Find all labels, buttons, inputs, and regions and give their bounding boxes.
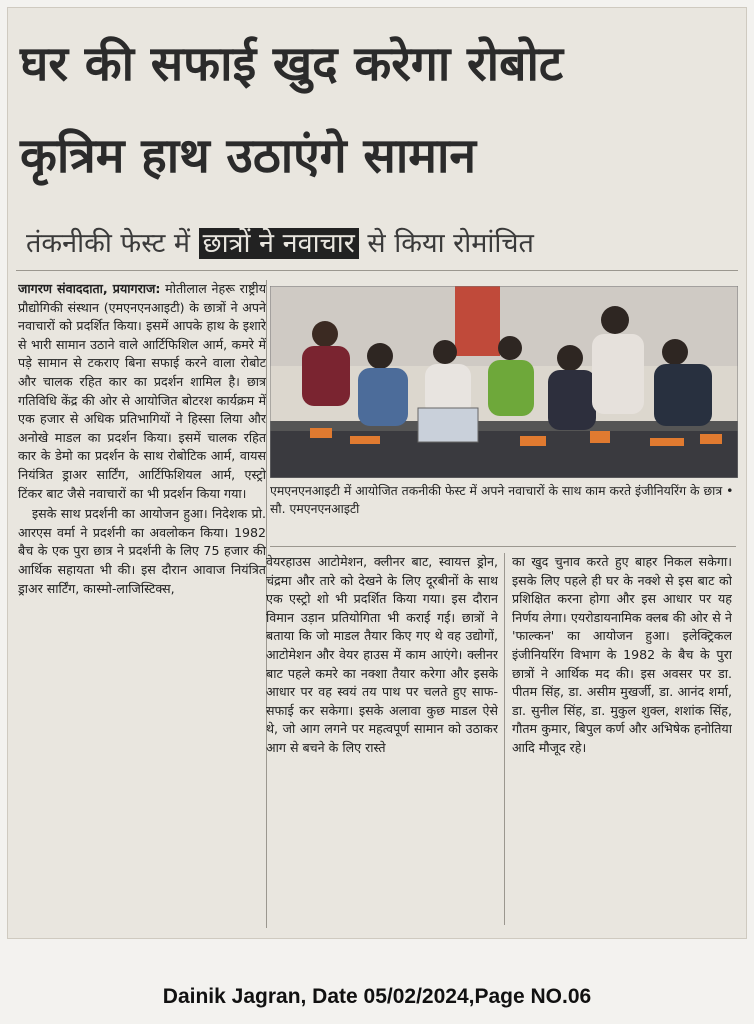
photo-caption: एमएनएनआइटी में आयोजित तकनीकी फेस्ट में अपने नवाचारों के साथ काम करते इंजीनियरिंग के छात्र • सौ. एमएनएनआइटी: [270, 483, 734, 516]
article-column-3: का खुद चुनाव करते हुए बाहर निकल सकेगा। इसके लिए पहले ही घर के नक्शे से इस बाट को प्रशिक्षित करना होगा और इस आधार पर यह निर्णय लेगा। एयरोडायनामिक क्लब की ओर से ने 'फाल्कन' का आयोजन हुआ। इलेक्ट्रिकल इंजीनियरिंग विभाग के 1982 के बैच के पुरा छात्रों ने आर्थिक मद की। इस अवसर पर डा. पीतम सिंह, डा. असीम मुखर्जी, डा. आनंद शर्मा, डा. सुनील सिंह, डा. मुकुल शुक्ल, शशांक सिंह, गौतम कुमार, बिपुल कर्ण और अभिषेक हनोतिया आदि मौजूद रहे।: [512, 554, 732, 755]
news-photo-students-with-robots: [270, 286, 738, 478]
laptop: [418, 408, 478, 442]
subheadline-prefix: तंकनीकी फेस्ट में: [26, 228, 199, 259]
byline: जागरण संवाददाता, प्रयागराज:: [18, 281, 161, 296]
headline-line-1: घर की सफाई खुद करेगा रोबोट: [20, 36, 564, 92]
headline-line-2: कृत्रिम हाथ उठाएंगे सामान: [20, 128, 477, 184]
article-column-2: वेयरहाउस आटोमेशन, क्लीनर बाट, स्वायत्त ड्रोन, चंद्रमा और तारे को देखने के लिए दूरबीनों के साथ एक एस्ट्रो शो भी प्रदर्शित किया गया। इस दौरान विमान उड़ान प्रतियोगिता भी कराई गई। छात्रों ने बताया कि जो माडल तैयार किए गए थे वह उद्योगों, आटोमेशन और वेयर हाउस में काम आएंगे। क्लीनर बाट पहले कमरे का नक्शा तैयार करेगा और इसके आधार पर वह स्वयं तय पाथ पर चलते हुए साफ-सफाई कर सकेगा। इसके अलावा कुछ माडल ऐसे थे, जो आग लगने पर महत्वपूर्ण सामान को उठाकर आग से बचने के लिए रास्ते: [266, 554, 498, 755]
subheadline-suffix: से किया रोमांचित: [358, 228, 534, 259]
source-citation: Dainik Jagran, Date 05/02/2024,Page NO.06: [162, 985, 592, 1008]
caption-divider: [270, 546, 736, 547]
headline-divider: [16, 270, 738, 271]
subheadline-highlight: छात्रों ने नवाचार: [199, 228, 359, 259]
column-1-paragraph-2: इसके साथ प्रदर्शनी का आयोजन हुआ। निदेशक प्रो. आरएस वर्मा ने प्रदर्शनी का अवलोकन किया। 1982 बैच के एक पुरा छात्र ने प्रदर्शनी के लिए 75 हजार की आर्थिक सहायता भी की। इस दौरान आवाज नियंत्रित ड्राअर सार्टिंग, कास्मो-लाजिस्टिक्स,: [18, 506, 266, 596]
article-column-1: [18, 280, 266, 930]
subheadline: [26, 224, 534, 264]
newspaper-clipping: [8, 8, 746, 938]
column-divider-2: [504, 553, 505, 925]
column-1-paragraph-1: मोतीलाल नेहरू राष्ट्रीय प्रौद्योगिकी संस्थान (एमएनएनआइटी) के छात्रों ने अपने नवाचारों को प्रदर्शित किया। इसमें आपके हाथ के इशारे से भारी सामान उठाने वाले आर्टिफिशिल आर्म, कमरे में पड़े सामान से टकराए बिना सफाई करने वाला रोबोट और चालक रहित कार का प्रदर्शन शामिल है। छात्र गतिविधि केंद्र की ओर से आयोजित बोटरश कार्यक्रम में एक हजार से अधिक प्रतिभागियों ने हिस्सा लिया और अनोखे माडल का प्रदर्शन किया। इसमें चालक रहित कार के डेमो का प्रदर्शन के साथ रोबोटिक आर्म, वायस नियंत्रित ड्राअर सार्टिंग, आर्टिफिशियल आर्म, एस्ट्रो टिंकर बाट जैसे नवाचारों का भी प्रदर्शन किया गया।: [18, 281, 266, 501]
